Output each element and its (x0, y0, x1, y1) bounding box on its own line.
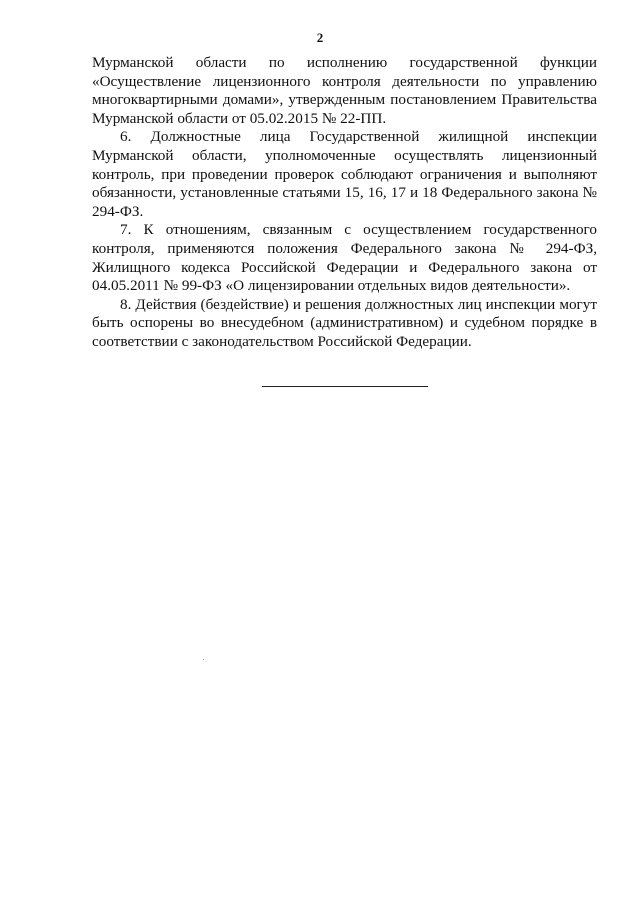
paragraph-continued: Мурманской области по исполнению государственной функции «Осуществление лицензионного контроля деятельности по управлению многоквартирными домами», утвержденным постановлением Правительства Мурманской области от 05.02.2015 № 22-ПП. (92, 54, 597, 127)
paragraph-6: 6. Должностные лица Государственной жилищной инспекции Мурманской области, уполномоченные осуществлять лицензионный контроль, при проведении проверок соблюдают ограничения и выполняют обязанности, установленные статьями 15, 16, 17 и 18 Федерального закона № 294-ФЗ. (92, 128, 597, 220)
paragraph-7: 7. К отношениям, связанным с осуществлением государственного контроля, применяются положения Федерального закона № 294-ФЗ, Жилищного кодекса Российской Федерации и Федерального закона от 04.05.2011 № 99-ФЗ «О лицензировании отдельных видов деятельности». (92, 221, 597, 295)
paragraph-8: 8. Действия (бездействие) и решения должностных лиц инспекции могут быть оспорены во внесудебном (административном) и судебном порядке в соответствии с законодательством Российской Федерации. (92, 295, 597, 350)
scan-speck (203, 659, 204, 660)
document-body (92, 54, 597, 352)
page-number: 2 (316, 30, 324, 45)
closing-divider-line (262, 386, 428, 387)
